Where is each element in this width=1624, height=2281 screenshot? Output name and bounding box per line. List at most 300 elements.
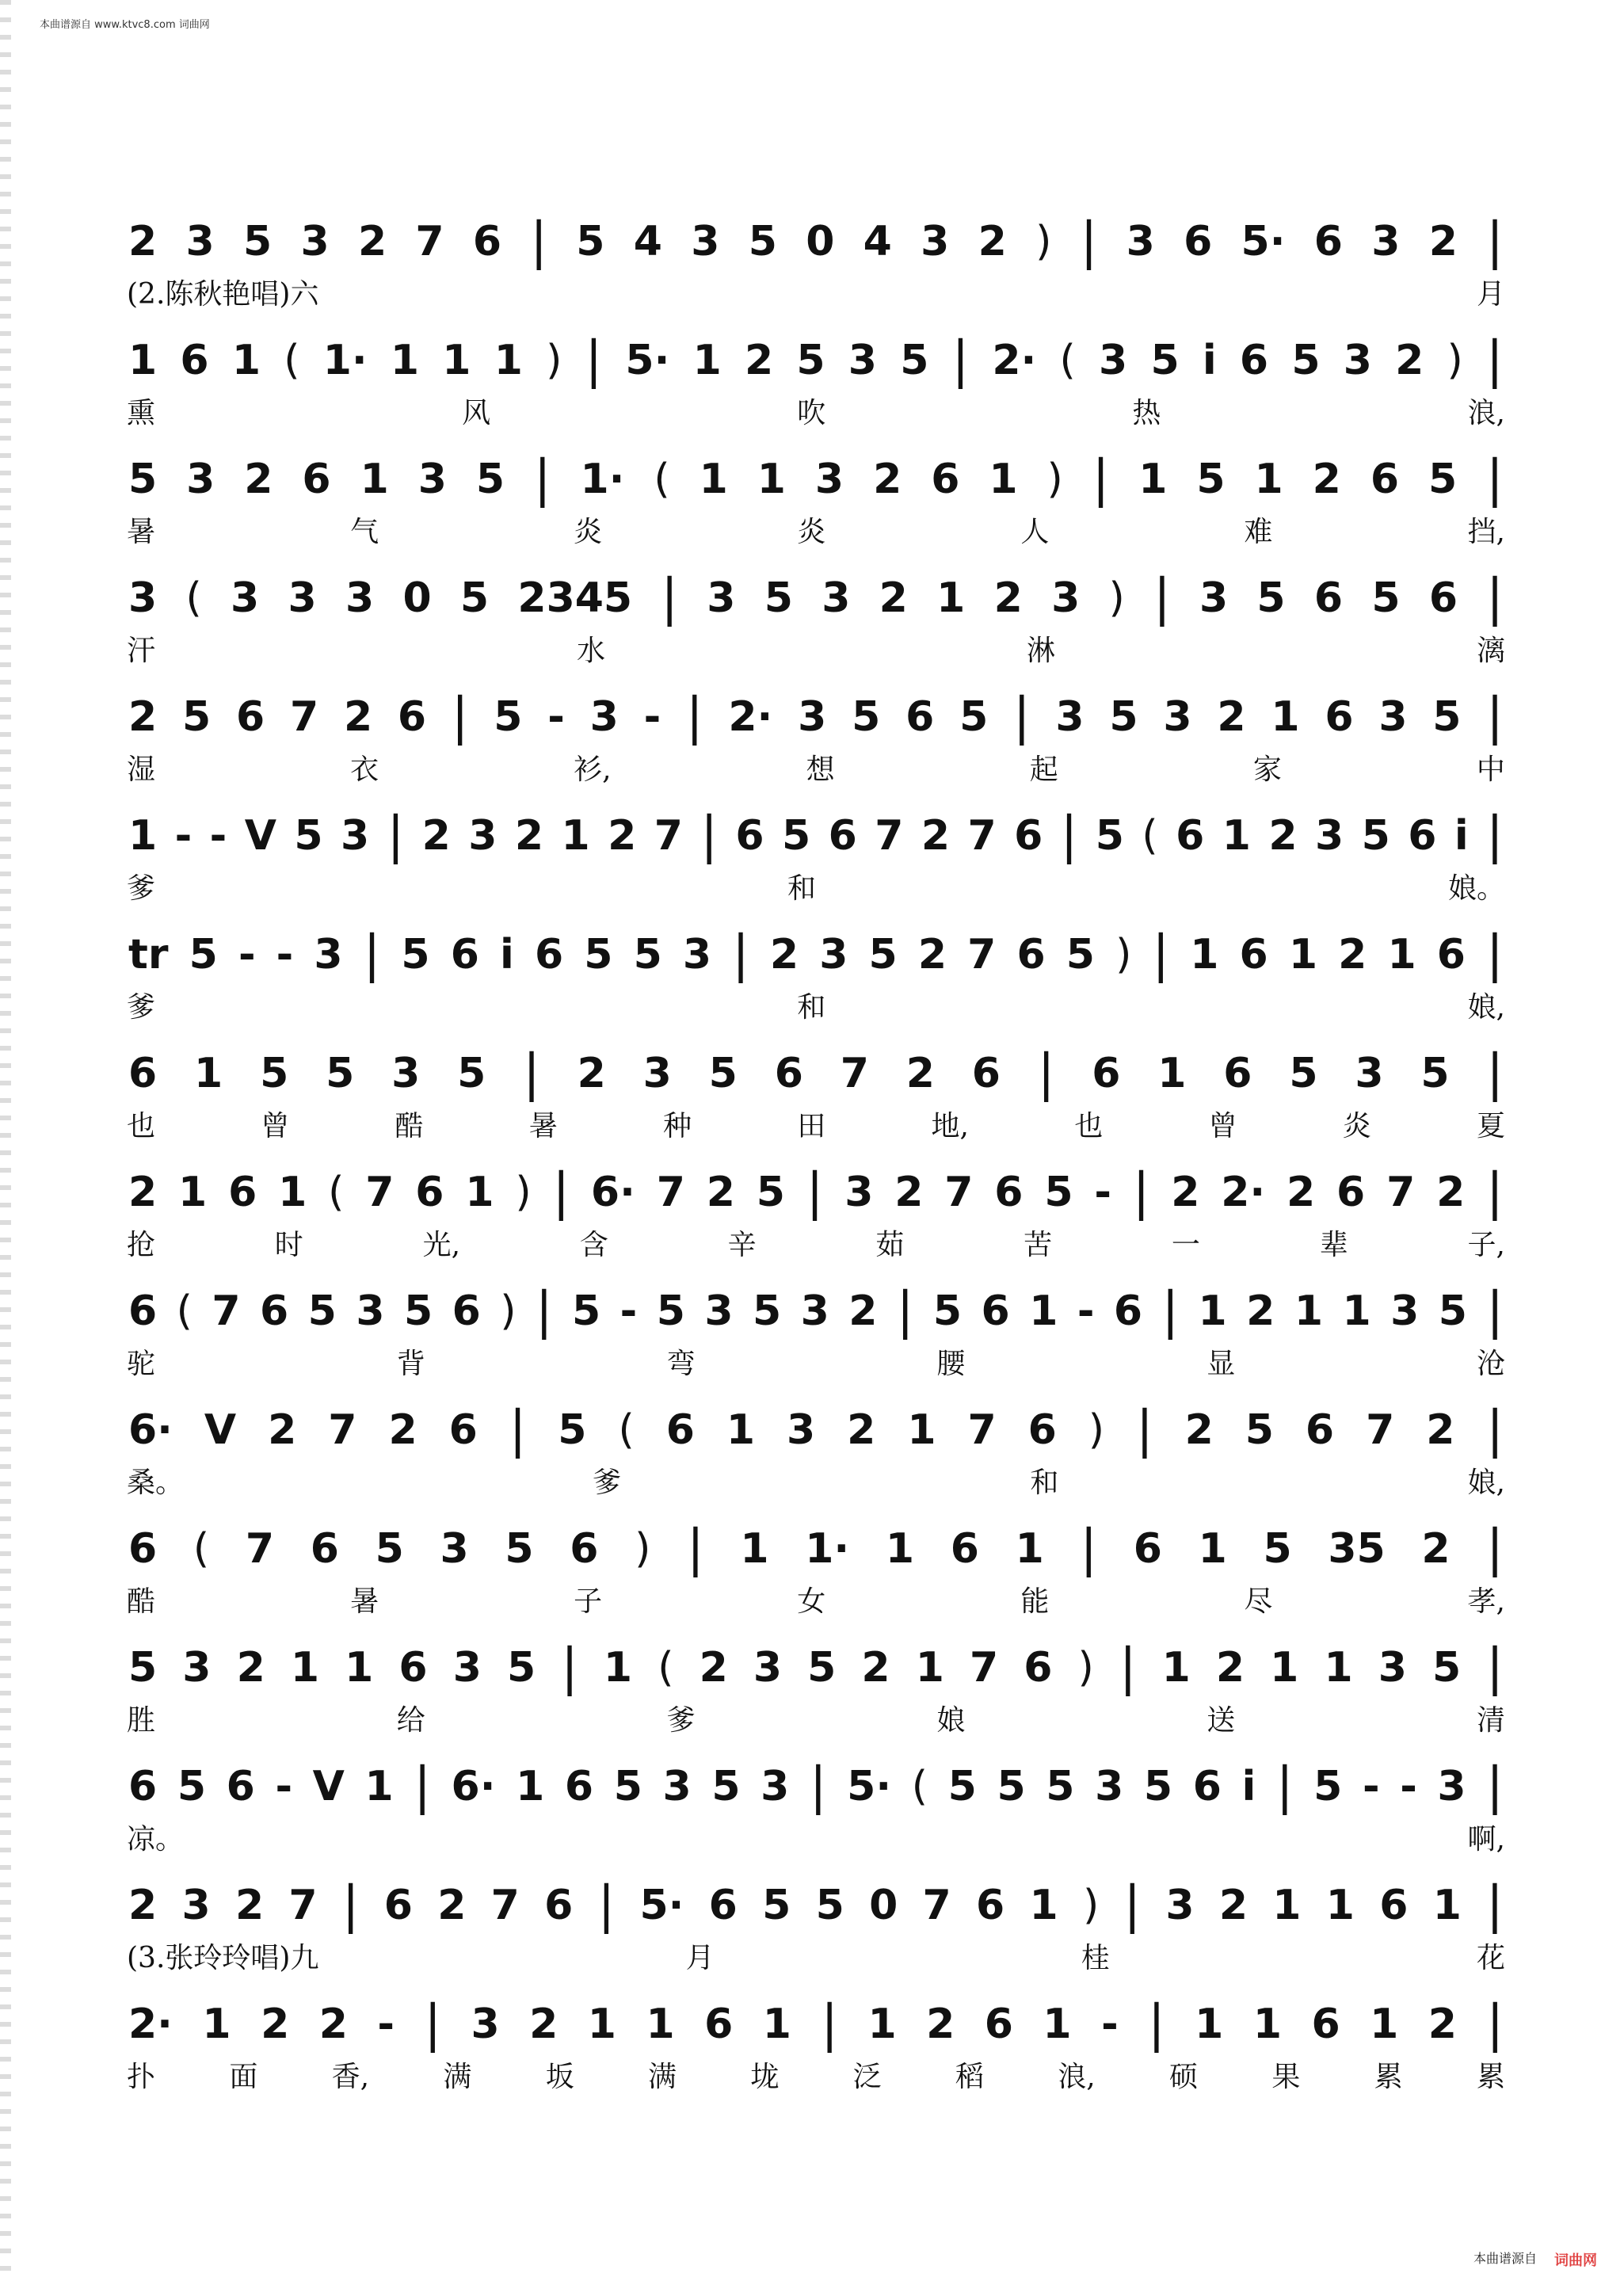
lyric-word: 坂 <box>545 2060 574 2093</box>
note: 6 <box>971 1050 1001 1097</box>
lyric-word: 浪, <box>1467 396 1505 429</box>
note: 0 <box>869 1882 898 1929</box>
lyric-word: 光, <box>422 1228 461 1261</box>
note: 7 <box>288 1882 318 1929</box>
barline: | <box>1080 212 1098 271</box>
lyric-word: 扑 <box>127 2060 156 2093</box>
score-system <box>127 689 1505 808</box>
note: 1 <box>290 1644 320 1692</box>
note: 1 <box>740 1525 769 1573</box>
note: 2 <box>357 218 387 265</box>
note: 2 <box>236 1644 265 1692</box>
note: 1 <box>364 1763 394 1810</box>
note: 5 <box>1263 1525 1292 1573</box>
lyric-word: 香, <box>331 2060 370 2093</box>
barline: | <box>535 1282 553 1341</box>
notation-line <box>127 1165 1505 1220</box>
note: 6 <box>397 693 427 741</box>
note: i <box>1202 337 1217 384</box>
note: 5 <box>752 1287 782 1335</box>
note: 7 <box>656 1169 685 1216</box>
barline: | <box>1486 212 1504 271</box>
note: 1 <box>907 1406 936 1454</box>
note: 2 <box>848 1287 878 1335</box>
note: 3 <box>1355 1050 1384 1097</box>
note: 4 <box>633 218 662 265</box>
lyric-word: 爹 <box>593 1466 622 1499</box>
lyric-word: 一 <box>1171 1228 1200 1261</box>
note: 6 <box>1436 931 1466 978</box>
note: 5 <box>505 1525 534 1573</box>
lyric-word: 垅 <box>750 2060 780 2093</box>
note: 1 <box>762 2001 791 2048</box>
note: - <box>547 693 565 741</box>
note: 2 <box>1268 812 1298 860</box>
lyric-word: 也 <box>127 1109 156 1142</box>
note: 5 <box>756 1169 785 1216</box>
note: 1 <box>1254 456 1283 503</box>
note: 3 <box>691 218 720 265</box>
lyric-word: 给 <box>396 1703 425 1737</box>
note: 3 <box>814 456 844 503</box>
note: 7 <box>967 812 997 860</box>
note: i <box>500 931 514 978</box>
lyric-word: 胜 <box>127 1703 156 1737</box>
lyric-word: 衣 <box>350 753 379 786</box>
note: 6 <box>452 1287 481 1335</box>
note: 3 <box>1199 574 1229 622</box>
note: 5 <box>711 1763 741 1810</box>
note: 5 <box>242 218 273 265</box>
note: 3 <box>753 1644 783 1692</box>
note: 7 <box>944 1169 974 1216</box>
note: 6 <box>984 2001 1013 2048</box>
barline: | <box>1148 1995 1165 2054</box>
note: 3 <box>642 1050 672 1097</box>
note: 1 <box>1324 1644 1353 1692</box>
note: 3 <box>1051 574 1081 622</box>
note: 7 <box>840 1050 869 1097</box>
lyric-line <box>127 1103 1505 1144</box>
note: 5 <box>1432 1644 1462 1692</box>
notation-line <box>127 333 1505 388</box>
note: 1 <box>231 337 261 384</box>
note: 3 <box>300 218 330 265</box>
note: 5 <box>1256 574 1286 622</box>
note: 2 <box>1428 2001 1457 2048</box>
score-system <box>127 333 1505 452</box>
note: ( <box>284 337 300 384</box>
score-system <box>127 1640 1505 1759</box>
note: V <box>244 812 276 860</box>
note: 2 <box>879 574 908 622</box>
note: 3 <box>417 456 447 503</box>
lyric-word: 抢 <box>127 1228 156 1261</box>
score-body <box>127 214 1505 2115</box>
note: 1 <box>1015 1525 1044 1573</box>
lyric-word: 显 <box>1207 1347 1236 1380</box>
barline: | <box>561 1638 578 1697</box>
note: 6 <box>472 218 502 265</box>
note: 2 <box>577 1050 606 1097</box>
note: 2 <box>921 812 951 860</box>
note: 5 <box>1066 931 1095 978</box>
note: 6 <box>235 693 265 741</box>
note: 6 <box>774 1050 803 1097</box>
score-system <box>127 1997 1505 2115</box>
note: 7 <box>969 1644 999 1692</box>
note: 2 <box>873 456 902 503</box>
note: 2 <box>1338 931 1367 978</box>
lyric-word: 苦 <box>1024 1228 1053 1261</box>
note: 5 <box>401 931 430 978</box>
note: 2 <box>388 1406 417 1454</box>
note: tr <box>128 931 169 978</box>
note: 1 <box>178 1169 208 1216</box>
note: - <box>276 931 294 978</box>
note: ) <box>515 1169 532 1216</box>
note: 2 <box>905 1050 935 1097</box>
score-system <box>127 1046 1505 1165</box>
barline: | <box>414 1757 431 1816</box>
score-system <box>127 927 1505 1046</box>
lyric-word: 能 <box>1020 1585 1050 1618</box>
barline: | <box>1486 1163 1504 1222</box>
note: 1 <box>989 456 1018 503</box>
note: 2 <box>1426 1406 1455 1454</box>
note: 6 <box>448 1406 478 1454</box>
note: 2 <box>978 218 1007 265</box>
note: 6 <box>931 456 960 503</box>
lyric-line <box>127 509 1505 550</box>
note: 5 <box>375 1525 404 1573</box>
lyric-word: 湿 <box>127 753 156 786</box>
note: 3 <box>1165 1882 1195 1929</box>
note: 6 <box>1379 1882 1409 1929</box>
note: 6 <box>828 812 857 860</box>
notation-line <box>127 570 1505 626</box>
note: 6 <box>1325 693 1354 741</box>
note: - <box>275 1763 293 1810</box>
lyric-word: 孝, <box>1467 1585 1505 1618</box>
note: ) <box>500 1287 517 1335</box>
lyric-word: 曾 <box>261 1109 290 1142</box>
note: 1 <box>646 2001 675 2048</box>
note: 5 <box>403 1287 433 1335</box>
note: 2 <box>343 693 373 741</box>
note: 2 <box>128 1169 158 1216</box>
barline: | <box>1080 1520 1098 1578</box>
note: i <box>1454 812 1469 860</box>
note: 6 <box>1428 574 1458 622</box>
note: 2345 <box>517 574 633 622</box>
note: 5 <box>807 1644 837 1692</box>
note: 3 <box>314 931 343 978</box>
lyric-word: 炎 <box>1342 1109 1371 1142</box>
lyric-word: 风 <box>462 396 491 429</box>
note: ) <box>1046 456 1063 503</box>
note: 3 <box>356 1287 385 1335</box>
note: 5 <box>1196 456 1226 503</box>
lyric-line <box>127 1459 1505 1501</box>
note: 1 <box>1029 1882 1058 1929</box>
note: 6 <box>665 1406 695 1454</box>
note: 5 <box>584 931 613 978</box>
note: 3 <box>787 1406 816 1454</box>
note: 1 <box>1325 1882 1355 1929</box>
score-system <box>127 1878 1505 1997</box>
note: 6· <box>128 1406 173 1454</box>
note: 5· <box>847 1763 892 1810</box>
note: 6· <box>451 1763 496 1810</box>
note: 2 <box>1246 1287 1275 1335</box>
score-system <box>127 808 1505 927</box>
note: 1 <box>603 1644 633 1692</box>
notation-line <box>127 1521 1505 1577</box>
note: 2 <box>128 218 158 265</box>
note: 6 <box>302 456 331 503</box>
lyric-word: 炎 <box>797 515 826 548</box>
note: 5 <box>947 1763 977 1810</box>
note: 5 <box>1245 1406 1274 1454</box>
note: 6 <box>1305 1406 1335 1454</box>
note: 2 <box>608 812 637 860</box>
barline: | <box>509 1401 527 1459</box>
lyric-word: 面 <box>229 2060 258 2093</box>
note: 2 <box>234 1882 265 1929</box>
lyric-word: 背 <box>396 1347 425 1380</box>
note: 1 <box>1161 1644 1191 1692</box>
lyric-word: 送 <box>1207 1703 1236 1737</box>
note: 1 <box>1370 2001 1399 2048</box>
note: 2 <box>1184 1406 1214 1454</box>
note: 1 <box>1029 1287 1058 1335</box>
notation-line <box>127 1402 1505 1458</box>
note: 3 <box>1314 812 1344 860</box>
note: 7 <box>365 1169 395 1216</box>
barline: | <box>1037 1044 1055 1103</box>
barline: | <box>1486 688 1504 746</box>
note: 5 <box>506 1644 536 1692</box>
note: 2· <box>1221 1169 1266 1216</box>
notation-line <box>127 1284 1505 1339</box>
note: 7 <box>212 1287 241 1335</box>
note: 5 <box>782 812 811 860</box>
note: 2 <box>1312 456 1341 503</box>
note: 2 <box>1215 1644 1245 1692</box>
barline: | <box>451 688 469 746</box>
note: 5 <box>294 812 323 860</box>
lyric-line <box>127 271 1505 312</box>
note: 5 <box>1438 1287 1467 1335</box>
note: 2 <box>1218 1882 1248 1929</box>
lyric-word: 浪, <box>1058 2060 1096 2093</box>
barline: | <box>1486 1044 1504 1103</box>
barline: | <box>341 1876 360 1935</box>
note: 5 <box>576 218 605 265</box>
lyric-word: 凉。 <box>127 1822 185 1856</box>
lyric-line <box>127 390 1505 431</box>
note: - <box>1094 1169 1111 1216</box>
note: 1 <box>587 2001 616 2048</box>
note: 1 <box>202 2001 231 2048</box>
note: 1 <box>1294 1287 1323 1335</box>
score-system <box>127 214 1505 333</box>
barline: | <box>1136 1401 1153 1459</box>
note: 6 <box>1311 2001 1340 2048</box>
note: 5 <box>572 1287 601 1335</box>
lyric-word: 满 <box>443 2060 472 2093</box>
lyric-word: 气 <box>350 515 379 548</box>
note: 7 <box>967 931 997 978</box>
lyric-word: 水 <box>576 634 605 667</box>
note: 2 <box>1287 1169 1316 1216</box>
lyric-word: 月 <box>685 1941 715 1974</box>
note: 1 <box>1195 2001 1224 2048</box>
lyric-word: 想 <box>806 753 835 786</box>
note: 3 <box>1095 1763 1124 1810</box>
lyric-line <box>127 984 1505 1025</box>
lyric-word: 爹 <box>127 872 156 905</box>
note: 6 <box>226 1763 255 1810</box>
note: 1 <box>1043 2001 1072 2048</box>
note: 2· <box>728 693 773 741</box>
lyric-word: 娘, <box>1467 990 1505 1024</box>
note: 5 <box>307 1287 337 1335</box>
lyric-word: 娘 <box>936 1703 966 1737</box>
barline: | <box>700 807 718 865</box>
note: 6 <box>735 812 764 860</box>
score-system <box>127 1402 1505 1521</box>
note: 6 <box>905 693 935 741</box>
note: 3 <box>1371 218 1401 265</box>
note: 5 <box>613 1763 642 1810</box>
note: 2 <box>1171 1169 1200 1216</box>
lyric-word: 衫, <box>574 753 612 786</box>
note: 5 <box>656 1287 685 1335</box>
note: - <box>238 931 256 978</box>
note: 6 <box>1176 812 1205 860</box>
note: 2 <box>437 1882 467 1929</box>
note: 5 <box>326 1050 355 1097</box>
note: ) <box>1115 931 1132 978</box>
note: 5 <box>1046 1763 1075 1810</box>
note: 2 <box>744 337 774 384</box>
note: 5 <box>1313 1763 1343 1810</box>
note: ( <box>193 1525 210 1573</box>
note: 3 <box>471 2001 500 2048</box>
note: 2 <box>128 1882 158 1929</box>
barline: | <box>1486 1757 1504 1816</box>
barline: | <box>732 925 749 984</box>
note: 5 <box>475 456 505 503</box>
lyric-word: 熏 <box>127 396 156 429</box>
note: 3 <box>844 1169 874 1216</box>
note: ( <box>1059 337 1076 384</box>
note: 5 <box>633 931 662 978</box>
footer-source-note: 本曲谱源自 <box>1473 2251 1537 2266</box>
note: 6 <box>128 1763 158 1810</box>
lyric-line <box>127 1578 1505 1619</box>
note: - <box>377 2001 395 2048</box>
note: 6 <box>704 2001 734 2048</box>
note: 6 <box>1024 1644 1053 1692</box>
note: 5 <box>1109 693 1138 741</box>
note: 3 <box>1163 693 1192 741</box>
lyric-word: 漓 <box>1476 634 1505 667</box>
note: 7 <box>490 1882 520 1929</box>
barline: | <box>1123 1876 1142 1935</box>
note: 1 <box>1271 693 1300 741</box>
note: 3 <box>1378 693 1408 741</box>
note: 1 <box>128 337 158 384</box>
note: 6 <box>1370 456 1399 503</box>
note: 5 <box>1289 1050 1318 1097</box>
lyric-word: 吹 <box>797 396 826 429</box>
note: 1 <box>1387 931 1416 978</box>
lyric-word: 爹 <box>127 990 156 1024</box>
note: 2 <box>894 1169 924 1216</box>
lyric-line <box>127 1222 1505 1263</box>
lyric-word: 中 <box>1476 753 1505 786</box>
note: 5 <box>1044 1169 1073 1216</box>
lyric-line <box>127 1935 1505 1976</box>
note: 6 <box>1239 337 1269 384</box>
barline: | <box>585 331 603 390</box>
note: 3 <box>186 456 215 503</box>
barline: | <box>1132 1163 1150 1222</box>
note: 3 <box>128 574 158 622</box>
lyric-word: 和 <box>1030 1466 1059 1499</box>
barline: | <box>1486 1876 1504 1935</box>
note: 6· <box>590 1169 635 1216</box>
notation-line <box>127 689 1505 745</box>
lyric-line <box>127 1816 1505 1857</box>
lyric-word: 女 <box>797 1585 826 1618</box>
barline: | <box>1486 1995 1504 2054</box>
note: 3 <box>231 574 260 622</box>
lyric-word: 含 <box>579 1228 608 1261</box>
lyric-word: 种 <box>663 1109 692 1142</box>
lyric-word: 夏 <box>1476 1109 1505 1142</box>
lyric-word: 稻 <box>955 2060 984 2093</box>
note: 3 <box>589 693 619 741</box>
note: ( <box>1142 812 1158 860</box>
note: 7 <box>922 1882 951 1929</box>
note: 6 <box>1027 1406 1057 1454</box>
note: 7 <box>967 1406 997 1454</box>
note: ) <box>1447 337 1463 384</box>
barline: | <box>687 1520 704 1578</box>
note: 6 <box>534 931 564 978</box>
note: 3 <box>288 574 317 622</box>
note: 6 <box>1014 812 1043 860</box>
notation-line <box>127 1046 1505 1101</box>
note: 2 <box>268 1406 297 1454</box>
note: 7 <box>245 1525 275 1573</box>
lyric-word: 和 <box>787 872 816 905</box>
note: 5 <box>1150 337 1180 384</box>
barline: | <box>1486 807 1504 865</box>
note: 3 <box>341 812 370 860</box>
note: 3 <box>391 1050 421 1097</box>
note: 2 <box>1428 218 1458 265</box>
lyric-word: 桑。 <box>127 1466 185 1499</box>
notation-line <box>127 1997 1505 2052</box>
note: 1 <box>561 812 590 860</box>
barline: | <box>1060 807 1078 865</box>
note: 6 <box>1133 1525 1162 1573</box>
